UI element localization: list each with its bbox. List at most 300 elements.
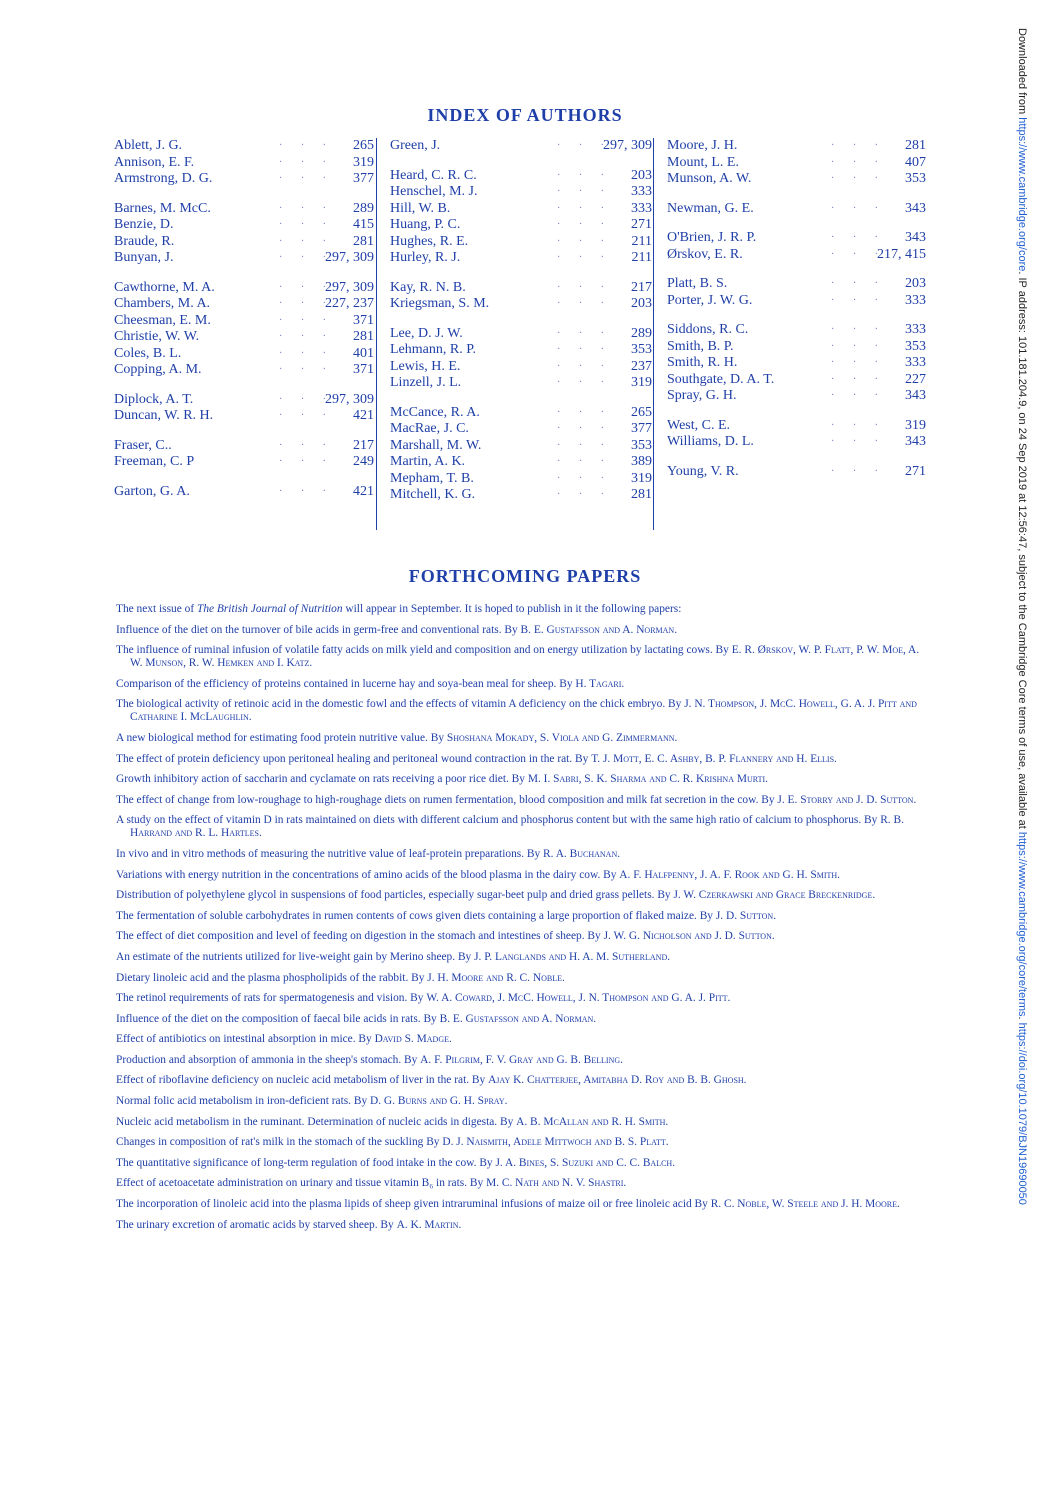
index-column-2: [390, 138, 652, 530]
index-entry: [667, 171, 926, 188]
leader-dots: · · ·: [279, 140, 334, 151]
index-column-1: [114, 138, 374, 530]
leader-dots: · · ·: [279, 410, 334, 421]
leader-dots: · · ·: [279, 173, 334, 184]
author-name: Smith, B. P.: [667, 338, 734, 354]
index-entry: [114, 155, 374, 172]
author-name: Henschel, M. J.: [390, 184, 478, 199]
paper-title: Effect of acetoacetate administration on urinary and tissue vitamin B₆ in rats. By: [116, 1177, 487, 1190]
author-name: Bunyan, J.: [114, 250, 174, 265]
page-numbers: 203: [631, 296, 652, 311]
paper-authors: A. F. Pilgrim, F. V. Gray and G. B. Belling.: [420, 1053, 623, 1066]
index-entry: [390, 471, 652, 488]
index-entry: [390, 326, 652, 343]
terms-link[interactable]: https://www.cambridge.org/core/terms: [1016, 831, 1028, 1017]
paper-entry: [116, 678, 924, 691]
author-name: Kriegsman, S. M.: [390, 296, 490, 311]
leader-dots: · · ·: [279, 364, 334, 375]
author-name: Benzie, D.: [114, 217, 174, 232]
leader-dots: · · ·: [279, 393, 334, 405]
index-entry: [114, 392, 374, 409]
column-divider: [653, 138, 654, 530]
paper-authors: J. W. Czerkawski and Grace Breckenridge.: [673, 889, 876, 902]
paper-authors: M. C. Nath and N. V. Shastri.: [486, 1177, 627, 1190]
paper-authors: W. A. Coward, J. McC. Howell, J. N. Thompson and G. A. J. Pitt.: [426, 992, 731, 1005]
page-numbers: 333: [631, 200, 652, 216]
journal-title: The British Journal of Nutrition: [196, 603, 343, 615]
paper-entry: [116, 1074, 924, 1087]
leader-dots: · · ·: [557, 439, 612, 451]
author-name: Copping, A. M.: [114, 362, 202, 377]
author-name: Fraser, C..: [114, 437, 172, 453]
page-numbers: 371: [353, 312, 374, 328]
index-entry: [114, 346, 374, 363]
index-entry: [114, 438, 374, 455]
paper-title: The influence of ruminal infusion of volatile fatty acids on milk yield and composition and on energy utilization by lactating cows. By: [116, 644, 732, 657]
page-numbers: 319: [631, 375, 652, 390]
leader-dots: · · ·: [557, 169, 612, 181]
leader-dots: · · ·: [831, 390, 886, 401]
paper-title: The incorporation of linoleic acid into the plasma lipids of sheep given intraruminal infusions of maize oil or free linoleic acid By: [116, 1198, 711, 1211]
paper-authors: D. J. Naismith, Adele Mittwoch and B. S. Platt.: [442, 1136, 669, 1149]
leader-dots: · · ·: [831, 248, 886, 260]
leader-dots: · · ·: [557, 472, 612, 484]
paper-entry: [116, 930, 924, 943]
page-numbers: 297, 309: [325, 279, 374, 295]
author-name: Duncan, W. R. H.: [114, 408, 214, 423]
page-numbers: 281: [905, 138, 926, 153]
author-name: Lehmann, R. P.: [390, 342, 476, 357]
page-numbers: 415: [353, 217, 374, 232]
author-index: [114, 138, 926, 530]
page-numbers: 211: [631, 250, 652, 265]
leader-dots: · · ·: [831, 465, 886, 477]
paper-title: Influence of the diet on the composition of faecal bile acids in rats. By: [116, 1012, 440, 1025]
page-numbers: 271: [631, 217, 652, 232]
author-name: Cawthorne, M. A.: [114, 279, 215, 295]
page-numbers: 377: [353, 171, 374, 186]
paper-entry: [116, 814, 924, 840]
page-numbers: 237: [631, 358, 652, 374]
index-entry: [114, 362, 374, 379]
author-name: Siddons, R. C.: [667, 322, 749, 337]
paper-title: The urinary excretion of aromatic acids by starved sheep. By: [116, 1218, 397, 1231]
leader-dots: · · ·: [831, 357, 886, 368]
download-notice-middle: . IP address: 101.181.204.9, on 24 Sep 2019 at 12:56:47, subject to the Cambridge Core terms of use, available at: [1016, 271, 1028, 832]
page-numbers: 401: [353, 345, 374, 361]
paper-title: Influence of the diet on the turnover of bile acids in germ-free and conventional rats. By: [116, 623, 521, 636]
paper-authors: J. E. Storry and J. D. Sutton.: [777, 793, 917, 806]
paper-entry: [116, 1033, 924, 1046]
leader-dots: · · ·: [557, 186, 612, 197]
page-numbers: 333: [905, 322, 926, 337]
index-entry: [114, 138, 374, 155]
index-entry: [114, 250, 374, 267]
author-name: Green, J.: [390, 138, 441, 153]
leader-dots: · · ·: [831, 156, 886, 168]
paper-entry: [116, 1219, 924, 1232]
paper-authors: D. G. Burns and G. H. Spray.: [370, 1095, 508, 1108]
paper-authors: J. A. Bines, S. Suzuki and C. C. Balch.: [495, 1156, 676, 1169]
index-entry: [390, 454, 652, 471]
paper-title: Growth inhibitory action of saccharin and cyclamate on rats receiving a poor rice diet. By: [116, 773, 528, 786]
cambridge-core-link[interactable]: https://www.cambridge.org/core: [1016, 117, 1028, 272]
index-entry: [114, 234, 374, 251]
author-name: Southgate, D. A. T.: [667, 371, 775, 387]
index-entry: [390, 184, 652, 201]
paper-authors: J. H. Moore and R. C. Noble.: [427, 971, 565, 984]
index-entry: [667, 155, 926, 172]
paper-title: Changes in composition of rat's milk in the stomach of the suckling By: [116, 1136, 443, 1149]
page-numbers: 227: [905, 371, 926, 387]
leader-dots: · · ·: [557, 235, 612, 247]
index-entry: [114, 280, 374, 297]
index-entry: [390, 421, 652, 438]
page-numbers: 281: [353, 329, 374, 344]
page-numbers: 319: [353, 154, 374, 170]
paper-entry: [116, 910, 924, 923]
leader-dots: · · ·: [831, 340, 886, 352]
paper-title: A study on the effect of vitamin D in rats maintained on diets with different calcium and phosphorus content but with the same high ratio of calcium to phosphorus. By: [116, 814, 881, 827]
author-name: Ørskov, E. R.: [667, 246, 743, 262]
index-entry: [667, 372, 926, 389]
paper-title: Distribution of polyethylene glycol in suspensions of food particles, especially sugar-beet pulp and dried grass pellets. By: [116, 889, 674, 902]
index-entry: [114, 408, 374, 425]
leader-dots: · · ·: [557, 377, 612, 388]
index-entry: [390, 250, 652, 267]
author-name: McCance, R. A.: [390, 404, 480, 420]
page-numbers: 333: [631, 184, 652, 199]
paper-entry: [116, 1198, 924, 1211]
paper-authors: T. J. Mott, E. C. Ashby, B. P. Flannery and H. Ellis.: [591, 752, 837, 765]
paper-entry: [116, 753, 924, 766]
leader-dots: · · ·: [279, 347, 334, 359]
page-numbers: 211: [631, 233, 652, 249]
author-name: Platt, B. S.: [667, 276, 728, 291]
page-numbers: 217: [631, 279, 652, 295]
forthcoming-papers-list: [116, 603, 924, 1239]
paper-authors: J. P. Langlands and H. A. M. Sutherland.: [474, 950, 671, 963]
author-name: Kay, R. N. B.: [390, 279, 466, 295]
index-entry: [390, 296, 652, 313]
index-entry: [114, 454, 374, 471]
index-entry: [390, 359, 652, 376]
page-numbers: 217: [353, 437, 374, 453]
paper-entry: [116, 972, 924, 985]
author-name: Armstrong, D. G.: [114, 171, 213, 186]
index-entry: [390, 280, 652, 297]
index-entry: [114, 329, 374, 346]
index-entry: [114, 217, 374, 234]
paper-authors: J. D. Sutton.: [715, 909, 777, 922]
paper-title: The effect of change from low-roughage to high-roughage diets on rumen fermentation, blood composition and milk fat secretion in the cow. By: [116, 793, 778, 806]
index-entry: [667, 464, 926, 481]
leader-dots: · · ·: [557, 344, 612, 355]
index-entry: [667, 293, 926, 310]
leader-dots: · · ·: [557, 140, 612, 151]
author-name: Garton, G. A.: [114, 483, 190, 499]
author-name: Mount, L. E.: [667, 154, 739, 170]
paper-title: The effect of diet composition and level of feeding on digestion in the stomach and intestines of sheep. By: [116, 930, 604, 943]
page-numbers: 343: [905, 200, 926, 216]
paper-authors: R. C. Noble, W. Steele and J. H. Moore.: [710, 1198, 900, 1211]
paper-authors: M. I. Sabri, S. K. Sharma and C. R. Krishna Murti.: [527, 773, 768, 786]
paper-authors: R. A. Buchanan.: [543, 847, 621, 860]
author-name: Mitchell, K. G.: [390, 487, 476, 502]
paper-entry: [116, 698, 924, 724]
paper-entry: [116, 889, 924, 902]
paper-title: The quantitative significance of long-term regulation of food intake in the cow. By: [116, 1156, 496, 1169]
download-notice: [1016, 28, 1028, 1205]
page-numbers: 289: [631, 325, 652, 341]
page-numbers: 333: [905, 355, 926, 370]
paper-title: Normal folic acid metabolism in iron-deficient rats. By: [116, 1095, 371, 1108]
index-entry: [667, 355, 926, 372]
leader-dots: · · ·: [831, 373, 886, 385]
leader-dots: · · ·: [831, 232, 886, 243]
paper-entry: [116, 794, 924, 807]
index-entry: [390, 487, 652, 504]
page-numbers: 389: [631, 454, 652, 469]
leader-dots: · · ·: [279, 202, 334, 214]
download-notice-sep: .: [1016, 1016, 1028, 1023]
author-name: Marshall, M. W.: [390, 437, 482, 453]
leader-dots: · · ·: [279, 298, 334, 309]
author-name: Freeman, C. P: [114, 454, 195, 469]
page-numbers: 227, 237: [325, 296, 374, 311]
leader-dots: · · ·: [279, 331, 334, 342]
paper-authors: David S. Madge.: [374, 1033, 452, 1046]
index-entry: [667, 339, 926, 356]
paper-title: The effect of protein deficiency upon peritoneal healing and peritoneal wound contraction in the rat. By: [116, 752, 592, 765]
leader-dots: · · ·: [831, 140, 886, 151]
paper-title: Comparison of the efficiency of proteins contained in lucerne hay and soya-bean meal for sheep. By: [116, 677, 576, 690]
author-name: Christie, W. W.: [114, 329, 200, 344]
paper-authors: A. B. McAllan and R. H. Smith.: [516, 1115, 669, 1128]
leader-dots: · · ·: [279, 281, 334, 293]
paper-authors: E. R. Ørskov, W. P. Flatt, P. W. Moe, A. W. Munson, R. W. Hemken and I. Katz.: [130, 644, 920, 670]
leader-dots: · · ·: [279, 485, 334, 497]
leader-dots: · · ·: [831, 436, 886, 447]
author-name: Munson, A. W.: [667, 171, 752, 186]
index-entry: [390, 375, 652, 392]
author-name: Huang, P. C.: [390, 217, 461, 232]
author-name: Mepham, T. B.: [390, 470, 474, 486]
paper-entry: [116, 773, 924, 786]
page-numbers: 319: [905, 417, 926, 433]
paper-entry: [116, 1157, 924, 1170]
leader-dots: · · ·: [557, 219, 612, 230]
index-entry: [667, 276, 926, 293]
author-name: Chambers, M. A.: [114, 296, 211, 311]
author-name: Ablett, J. G.: [114, 138, 183, 153]
paper-entry: [116, 1013, 924, 1026]
index-entry: [390, 217, 652, 234]
paper-authors: A. K. Martin.: [396, 1218, 462, 1231]
page-numbers: 343: [905, 230, 926, 245]
author-name: Martin, A. K.: [390, 454, 466, 469]
paper-authors: J. W. G. Nicholson and J. D. Sutton.: [603, 930, 775, 943]
leader-dots: · · ·: [831, 294, 886, 306]
page-numbers: 333: [905, 292, 926, 308]
page-numbers: 217, 415: [877, 246, 926, 262]
author-name: MacRae, J. C.: [390, 421, 469, 436]
paper-entry: [116, 1177, 924, 1190]
index-entry: [114, 171, 374, 188]
leader-dots: · · ·: [831, 278, 886, 289]
author-name: Smith, R. H.: [667, 355, 738, 370]
leader-dots: · · ·: [557, 281, 612, 293]
page-numbers: 353: [631, 437, 652, 453]
index-entry: [667, 201, 926, 218]
forthcoming-heading: FORTHCOMING PAPERS: [408, 566, 642, 586]
page-numbers: 319: [631, 470, 652, 486]
paper-entry: [116, 869, 924, 882]
paper-authors: H. Tagari.: [575, 677, 625, 690]
page-numbers: 265: [631, 404, 652, 420]
paper-authors: Shoshana Mokady, S. Viola and G. Zimmermann.: [446, 731, 678, 744]
index-entry: [667, 388, 926, 405]
paper-entry: [116, 1095, 924, 1108]
author-name: Lewis, H. E.: [390, 358, 461, 374]
index-entry: [667, 418, 926, 435]
author-name: Hurley, R. J.: [390, 250, 461, 265]
index-entry: [114, 201, 374, 218]
index-entry: [667, 230, 926, 247]
paper-entry: [116, 732, 924, 745]
paper-title: Nucleic acid metabolism in the ruminant. Determination of nucleic acids in digesta. By: [116, 1115, 517, 1128]
leader-dots: · · ·: [279, 219, 334, 230]
intro-after: will appear in September. It is hoped to publish in it the following papers:: [342, 603, 682, 615]
leader-dots: · · ·: [557, 327, 612, 339]
author-name: Williams, D. L.: [667, 434, 754, 449]
index-column-3: [667, 138, 926, 530]
author-name: O'Brien, J. R. P.: [667, 230, 757, 245]
author-name: West, C. E.: [667, 417, 731, 433]
author-name: Annison, E. F.: [114, 154, 195, 170]
page-numbers: 203: [905, 276, 926, 291]
paper-title: Effect of riboflavine deficiency on nucleic acid metabolism of liver in the rat. By: [116, 1074, 489, 1087]
index-entry: [114, 484, 374, 501]
index-entry: [390, 168, 652, 185]
leader-dots: · · ·: [279, 439, 334, 451]
author-name: Barnes, M. McC.: [114, 200, 211, 216]
paper-entry: [116, 644, 924, 670]
paper-title: A new biological method for estimating food protein nutritive value. By: [116, 731, 447, 744]
paper-entry: [116, 624, 924, 637]
leader-dots: · · ·: [557, 406, 612, 418]
paper-entry: [116, 1054, 924, 1067]
leader-dots: · · ·: [557, 298, 612, 309]
author-name: Lee, D. J. W.: [390, 325, 463, 341]
paper-authors: J. N. Thompson, J. McC. Howell, G. A. J. Pitt and Catharine I. McLaughlin.: [130, 698, 917, 724]
leader-dots: · · ·: [557, 489, 612, 500]
author-name: Heard, C. R. C.: [390, 167, 477, 183]
paper-authors: Ajay K. Chatterjee, Amitabha D. Roy and B. B. Ghosh.: [488, 1074, 747, 1087]
index-entry: [390, 201, 652, 218]
paper-entry: [116, 951, 924, 964]
page-numbers: 249: [353, 454, 374, 469]
index-entry: [114, 313, 374, 330]
page-numbers: 353: [631, 342, 652, 357]
page-numbers: 343: [905, 388, 926, 403]
author-name: Spray, G. H.: [667, 388, 737, 403]
page-numbers: 265: [353, 138, 374, 153]
page-numbers: 289: [353, 200, 374, 216]
paper-title: Effect of antibiotics on intestinal absorption in mice. By: [116, 1033, 375, 1046]
paper-title: Dietary linoleic acid and the plasma phospholipids of the rabbit. By: [116, 971, 428, 984]
leader-dots: · · ·: [831, 202, 886, 214]
page-numbers: 271: [905, 463, 926, 479]
index-entry: [390, 342, 652, 359]
page-numbers: 281: [631, 487, 652, 502]
paper-entry: [116, 1116, 924, 1129]
page-numbers: 377: [631, 421, 652, 436]
author-name: Diplock, A. T.: [114, 391, 194, 407]
page-numbers: 407: [905, 154, 926, 170]
author-name: Newman, G. E.: [667, 200, 754, 216]
leader-dots: · · ·: [831, 419, 886, 431]
paper-title: In vivo and in vitro methods of measuring the nutritive value of leaf-protein preparations. By: [116, 847, 544, 860]
page-numbers: 297, 309: [603, 138, 652, 153]
author-name: Hughes, R. E.: [390, 233, 469, 249]
index-entry: [390, 138, 652, 155]
author-name: Moore, J. H.: [667, 138, 738, 153]
index-entry: [667, 434, 926, 451]
paper-title: The biological activity of retinoic acid in the domestic fowl and the effects of vitamin A deficiency on the chick embryo. By: [116, 698, 685, 711]
paper-authors: R. B. Harrand and R. L. Hartles.: [130, 814, 904, 840]
column-divider: [376, 138, 377, 530]
leader-dots: · · ·: [557, 423, 612, 434]
page-numbers: 371: [353, 362, 374, 377]
author-name: Hill, W. B.: [390, 200, 451, 216]
leader-dots: · · ·: [557, 252, 612, 263]
leader-dots: · · ·: [557, 360, 612, 372]
page-numbers: 421: [353, 408, 374, 423]
leader-dots: · · ·: [279, 314, 334, 326]
index-entry: [667, 322, 926, 339]
paper-authors: B. E. Gustafsson and A. Norman.: [520, 623, 678, 636]
paper-entry: [116, 848, 924, 861]
paper-title: An estimate of the nutrients utilized for live-weight gain by Merino sheep. By: [116, 950, 475, 963]
paper-title: The retinol requirements of rats for spermatogenesis and vision. By: [116, 992, 427, 1005]
page-numbers: 343: [905, 434, 926, 449]
download-notice-prefix: Downloaded from: [1016, 28, 1028, 118]
author-name: Porter, J. W. G.: [667, 292, 753, 308]
leader-dots: · · ·: [279, 235, 334, 247]
leader-dots: · · ·: [279, 156, 334, 168]
author-name: Coles, B. L.: [114, 345, 182, 361]
author-name: Young, V. R.: [667, 463, 739, 479]
leader-dots: · · ·: [831, 324, 886, 335]
page-numbers: 203: [631, 167, 652, 183]
paper-title: Variations with energy nutrition in the concentrations of amino acids of the blood plasma in the dairy cow. By: [116, 868, 620, 881]
index-entry: [114, 296, 374, 313]
page-numbers: 421: [353, 483, 374, 499]
author-name: Linzell, J. L.: [390, 375, 462, 390]
page-numbers: 297, 309: [325, 391, 374, 407]
index-entry: [390, 234, 652, 251]
doi-link[interactable]: https://doi.org/10.1079/BJN19690050: [1016, 1022, 1028, 1205]
index-entry: [667, 247, 926, 264]
leader-dots: · · ·: [279, 252, 334, 263]
leader-dots: · · ·: [831, 173, 886, 184]
index-entry: [390, 405, 652, 422]
page-numbers: 297, 309: [325, 250, 374, 265]
paper-entry: [116, 1136, 924, 1149]
paper-title: Production and absorption of ammonia in the sheep's stomach. By: [116, 1053, 421, 1066]
index-entry: [667, 138, 926, 155]
